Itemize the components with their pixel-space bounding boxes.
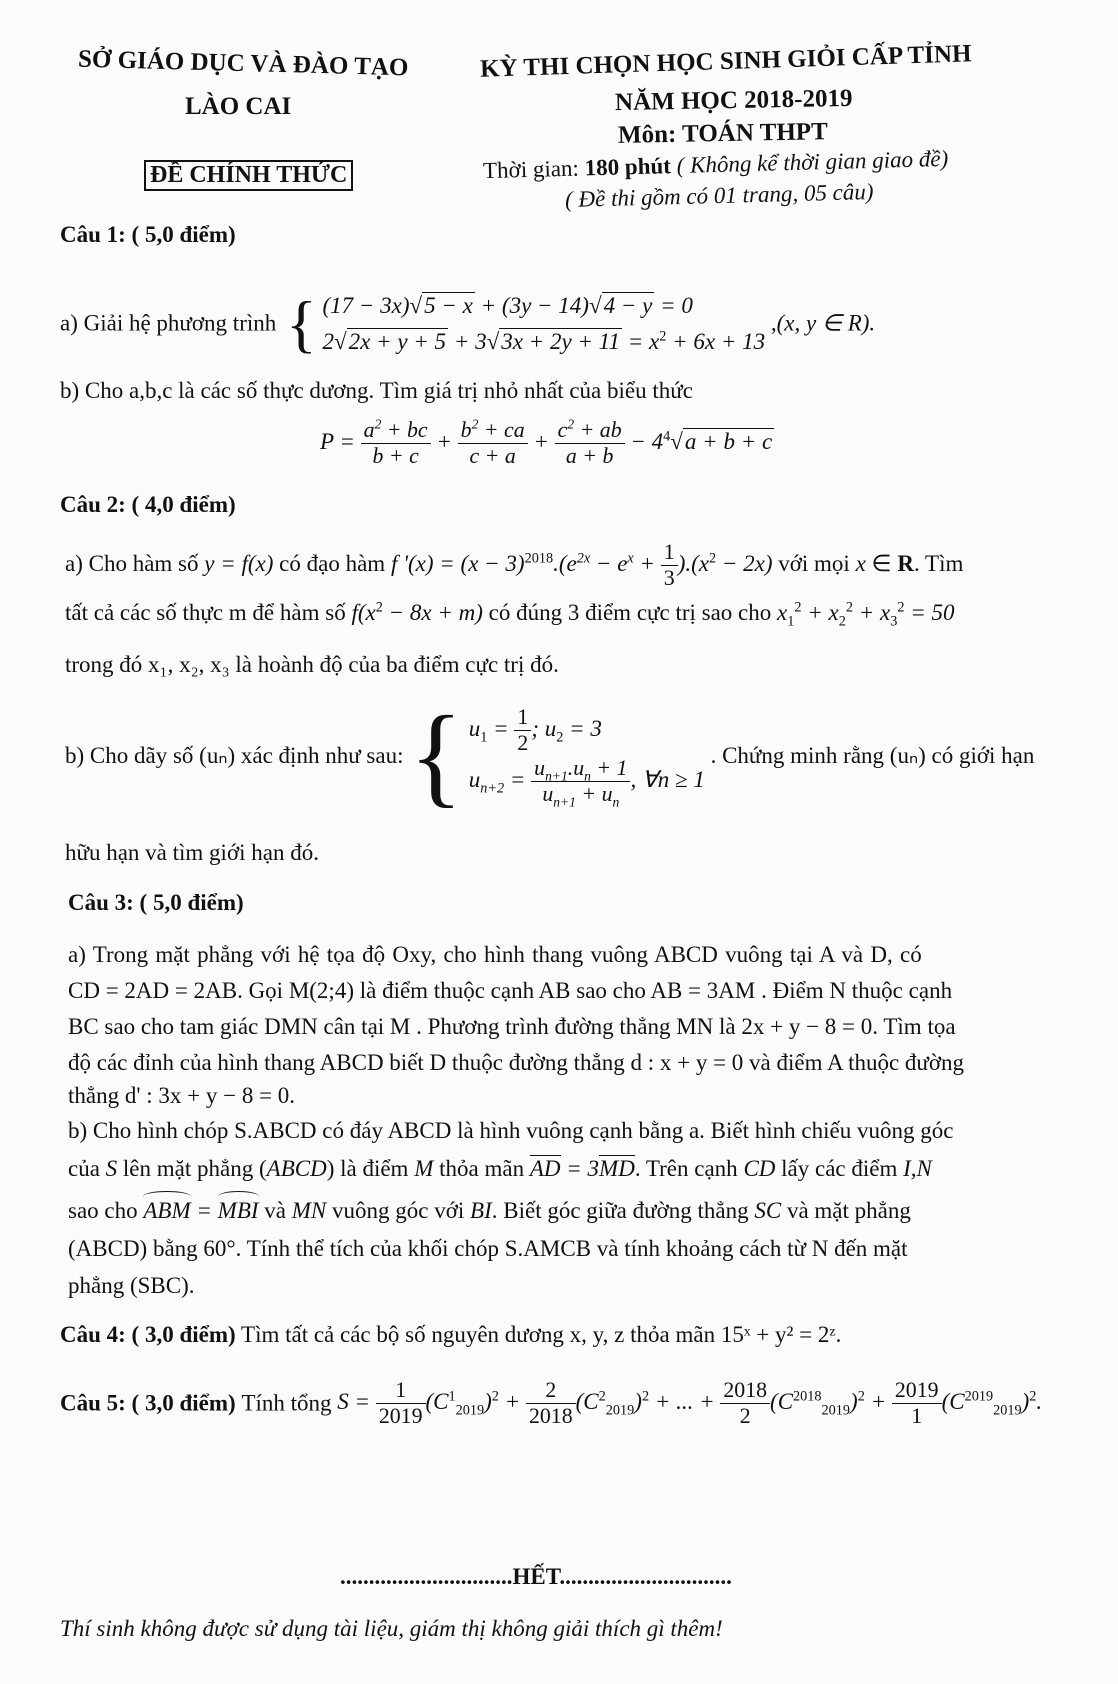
q2b-sys1: $u_1$ = $\frac{1}{2}$ ; $u_2 = 3$ bbox=[468, 704, 602, 755]
q5 bbox=[60, 1378, 1042, 1429]
time-value: 180 phút bbox=[584, 153, 672, 181]
q3b-line5: phẳng (SBC). bbox=[68, 1273, 195, 1298]
end-mark-text: HẾT bbox=[512, 1564, 560, 1589]
q2b bbox=[65, 694, 1035, 818]
q1a bbox=[60, 288, 875, 359]
brace-icon: { bbox=[286, 287, 317, 359]
q2b-line2: hữu hạn và tìm giới hạn đó. bbox=[65, 840, 319, 865]
q2a-func2: $f(x^2 - 8x + m)$ bbox=[351, 599, 483, 625]
q2a-line1 bbox=[65, 540, 963, 591]
q3b-line2: của S lên mặt phẳng (ABCD) là điểm M thỏa mãn AD = 3MD. Trên cạnh CD lấy các điểm I,N bbox=[68, 1156, 932, 1181]
q2a-line2-pre: tất cả các số thực m để hàm số bbox=[65, 600, 346, 625]
q1b-formula: P = $\frac{a^2 + bc}{b + c}$ + $\frac{b^2 + ca}{c + a}$ + $\frac{c^2 + ab}{a + b}$ − $4^4√a + b + c$ bbox=[320, 416, 773, 469]
q2a-condition: $x_1^2 + x_2^2 + x_3^2 = 50$ bbox=[777, 599, 955, 630]
q3-title: Câu 3: ( 5,0 điểm) bbox=[68, 890, 244, 915]
province-name: LÀO CAI bbox=[185, 93, 292, 120]
pages-note: ( Đề thi gồm có 01 trang, 05 câu) bbox=[564, 178, 874, 213]
footer-note: Thí sinh không được sử dụng tài liệu, giám thị không giải thích gì thêm! bbox=[60, 1616, 723, 1641]
q3b-line4: (ABCD) bằng 60°. Tính thể tích của khối chóp S.AMCB và tính khoảng cách từ N đến mặt bbox=[68, 1236, 908, 1261]
q1a-eq1: (17 − 3x)√5 − x + (3y − 14)√4 − y = 0 bbox=[322, 293, 693, 318]
q2b-pre: b) Cho dãy số (uₙ) xác định như sau: bbox=[65, 743, 404, 768]
q3b-line1: b) Cho hình chóp S.ABCD có đáy ABCD là hình vuông cạnh bằng a. Biết hình chiếu vuông góc bbox=[68, 1118, 954, 1143]
q1a-intro: a) Giải hệ phương trình bbox=[60, 310, 277, 336]
q4-text: Tìm tất cả các bộ số nguyên dương x, y, z thỏa mãn 15ˣ + y² = 2ᶻ. bbox=[241, 1322, 842, 1347]
q2a-line3: trong đó x₁, x₂, x₃ là hoành độ của ba điểm cực trị đó. bbox=[65, 652, 559, 677]
q3a-line3: BC sao cho tam giác DMN cân tại M . Phương trình đường thẳng MN là 2x + y − 8 = 0. Tìm tọa bbox=[68, 1014, 956, 1039]
department-name: SỞ GIÁO DỤC VÀ ĐÀO TẠO bbox=[77, 45, 409, 82]
q4-title: Câu 4: ( 3,0 điểm) bbox=[60, 1322, 236, 1347]
q4 bbox=[60, 1322, 841, 1348]
q5-title: Câu 5: ( 3,0 điểm) bbox=[60, 1390, 236, 1416]
q1a-domain: ,(x, y ∈ R). bbox=[770, 310, 876, 336]
subject: Môn: TOÁN THPT bbox=[617, 118, 828, 149]
dots-left: .............................. bbox=[340, 1564, 513, 1589]
q2a-func: y = f(x) bbox=[204, 550, 274, 576]
q3a-line4: độ các đỉnh của hình thang ABCD biết D thuộc đường thẳng d : x + y = 0 và điểm A thuộc đường bbox=[68, 1050, 965, 1075]
q1a-system bbox=[322, 288, 765, 359]
time-info bbox=[483, 146, 949, 184]
q2a-post: với mọi x ∈ R. Tìm bbox=[778, 550, 964, 576]
q3a-line1: a) Trong mặt phẳng với hệ tọa độ Oxy, cho hình thang vuông ABCD vuông tại A và D, có bbox=[68, 942, 922, 967]
end-mark bbox=[340, 1564, 732, 1590]
official-stamp: ĐỀ CHÍNH THỨC bbox=[144, 160, 353, 191]
q1b-text: b) Cho a,b,c là các số thực dương. Tìm giá trị nhỏ nhất của biểu thức bbox=[60, 378, 693, 403]
q1-title: Câu 1: ( 5,0 điểm) bbox=[60, 222, 236, 247]
q3a-line5: thẳng d' : 3x + y − 8 = 0. bbox=[68, 1083, 296, 1108]
school-year: NĂM HỌC 2018-2019 bbox=[614, 84, 853, 117]
dots-right: .............................. bbox=[559, 1564, 732, 1589]
q2a-line2 bbox=[65, 599, 955, 630]
q2a-pre: a) Cho hàm số bbox=[65, 550, 199, 576]
exam-title: KỲ THI CHỌN HỌC SINH GIỎI CẤP TỈNH bbox=[479, 40, 972, 83]
q5-formula: S = $\frac{1}{2019}$ $(C^1_{2019})^2$ + $\frac{2}{2018}$ $(C^2_{2019})^2$ + ... + $\frac{2018}{2}$ $(C^{2018}_{2019})^2$ + $\frac{2019}{1}$ $(C^{2019}_{2019})^2$. bbox=[337, 1378, 1043, 1429]
time-note: ( Không kể thời gian giao đề) bbox=[676, 145, 949, 179]
q3a-line2: CD = 2AD = 2AB. Gọi M(2;4) là điểm thuộc cạnh AB sao cho AB = 3AM . Điểm N thuộc cạnh bbox=[68, 978, 953, 1003]
brace-icon: { bbox=[409, 694, 463, 818]
q5-text: Tính tổng bbox=[241, 1390, 332, 1416]
q1a-eq2: $2√2x + y + 5 + 3√3x + 2y + 11 = x^2 + 6x + 13$ bbox=[322, 327, 766, 354]
q2a-line2-mid: có đúng 3 điểm cực trị sao cho bbox=[488, 600, 772, 625]
time-label: Thời gian: bbox=[482, 155, 580, 184]
q2b-system bbox=[468, 704, 705, 810]
q2b-sys2: $u_{n+2}$ = $\frac{u_{n+1}.u_n + 1}{u_{n+1} + u_n}$ , ∀n ≥ 1 bbox=[468, 756, 705, 810]
q2-title: Câu 2: ( 4,0 điểm) bbox=[60, 492, 236, 517]
q2a-mid: có đạo hàm bbox=[279, 550, 386, 576]
q2a-derivative: f '$(x) = (x - 3)^{2018}.(e^{2x} - e^x$ + $\frac{1}{3}$ )$.(x^2 - 2x)$ bbox=[390, 540, 773, 591]
q3b-line3: sao cho ABM = MBI và MN vuông góc với BI. Biết góc giữa đường thẳng SC và mặt phẳng bbox=[68, 1198, 911, 1223]
q2b-post: . Chứng minh rằng (uₙ) có giới hạn bbox=[710, 743, 1035, 768]
